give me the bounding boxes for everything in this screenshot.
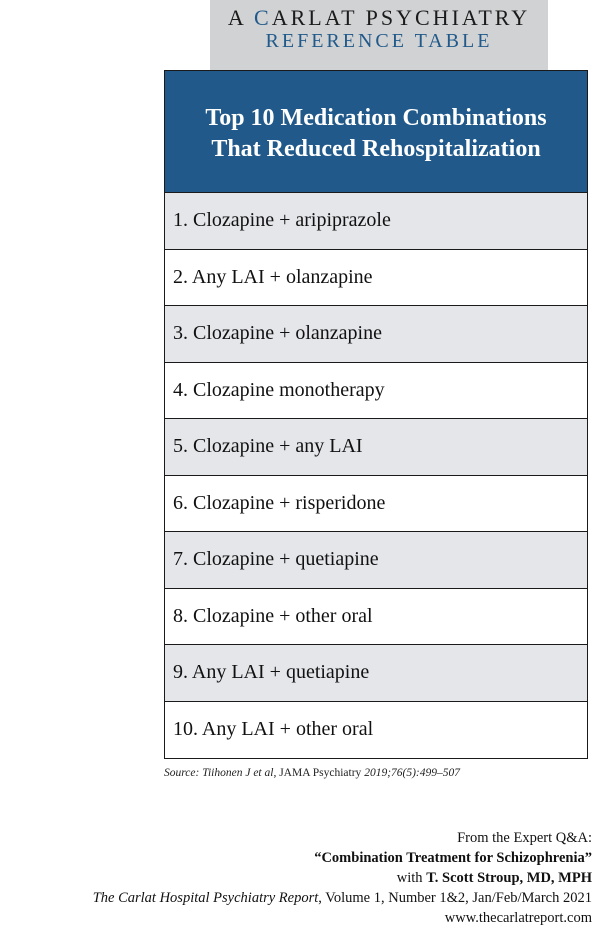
table-title-line2: That Reduced Rehospitalization [211, 135, 541, 162]
table-row: 6. Clozapine + risperidone [165, 476, 587, 533]
source-journal: JAMA Psychiatry [279, 767, 365, 779]
table-row: 10. Any LAI + other oral [173, 718, 374, 741]
reference-table-tab [210, 0, 548, 70]
table-row: 1. Clozapine + aripiprazole [165, 193, 587, 250]
brand-prefix: A [227, 5, 254, 30]
table-row: 8. Clozapine + other oral [165, 589, 587, 646]
table-row: 3. Clozapine + olanzapine [165, 306, 587, 363]
source-citation [164, 767, 460, 779]
brand-rest: ARLAT PSYCHIATRY [271, 5, 531, 30]
brand-initial: C [254, 5, 272, 30]
table-row: 9. Any LAI + quetiapine [165, 645, 587, 702]
medication-table [164, 70, 588, 759]
source-prefix: Source: Tiihonen J et al, [164, 767, 280, 779]
credit-author-prefix: with [396, 870, 427, 886]
credit-publication-line [93, 888, 592, 908]
combination-list [165, 193, 587, 758]
table-row: 7. Clozapine + quetiapine [165, 532, 587, 589]
brand-subtitle: REFERENCE TABLE [265, 30, 493, 52]
source-reference: 2019;76(5):499–507 [364, 767, 461, 779]
table-row: 2. Any LAI + olanzapine [165, 250, 587, 307]
publication-issue: , Volume 1, Number 1&2, Jan/Feb/March 2021 [318, 890, 592, 906]
credit-line-qa: From the Expert Q&A: [457, 830, 592, 846]
publication-title: The Carlat Hospital Psychiatry Report [92, 890, 319, 906]
credit-author: T. Scott Stroup, MD, MPH [426, 870, 592, 886]
table-title-line1: Top 10 Medication Combinations [205, 104, 547, 131]
credit-author-line [93, 868, 592, 888]
table-title [165, 71, 587, 193]
credit-article-title: “Combination Treatment for Schizophrenia” [314, 850, 592, 866]
brand-title [210, 6, 548, 30]
table-row: 4. Clozapine monotherapy [165, 363, 587, 420]
article-credit [93, 828, 592, 928]
table-row: 5. Clozapine + any LAI [165, 419, 587, 476]
website-link[interactable]: www.thecarlatreport.com [444, 910, 592, 926]
